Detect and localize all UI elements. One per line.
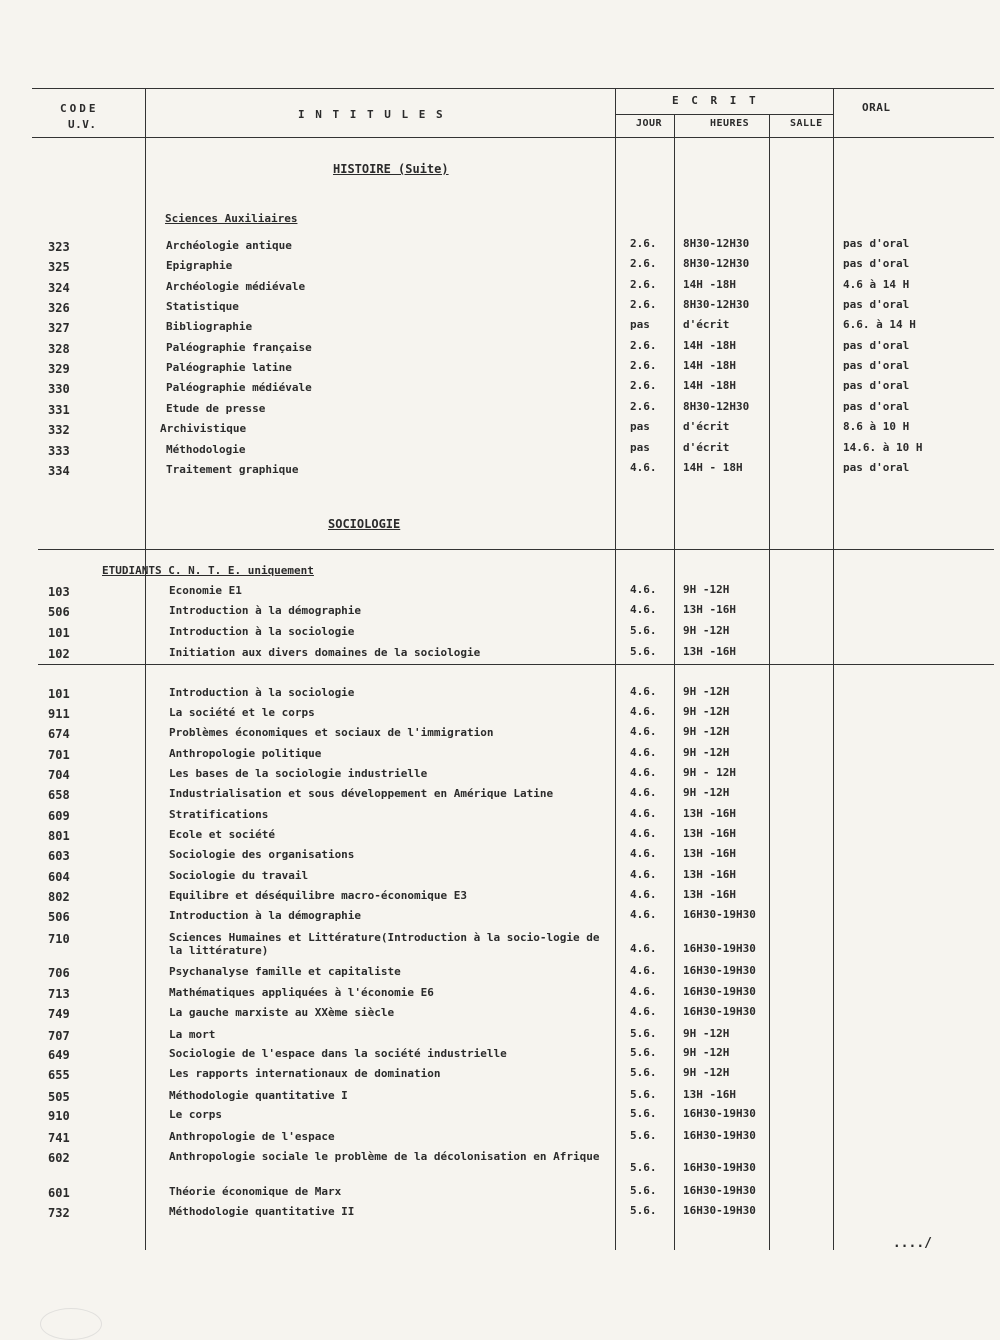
row-heures: 9H -12H [683, 705, 730, 718]
row-heures: 8H30-12H30 [683, 298, 750, 311]
row-title: La société et le corps [169, 706, 315, 719]
row-heures: 13H -16H [683, 888, 736, 901]
row-code: 749 [48, 1007, 70, 1021]
col-rule-salle [833, 88, 834, 1250]
row-title: Les rapports internationaux de domination [169, 1067, 441, 1080]
stamp-mark [40, 1308, 102, 1340]
row-code: 701 [48, 748, 70, 762]
row-code: 328 [48, 342, 70, 356]
row-title: Introduction à la démographie [169, 604, 362, 617]
row-heures: 13H -16H [683, 807, 736, 820]
row-heures: 16H30-19H30 [683, 964, 756, 977]
row-code: 102 [48, 647, 70, 661]
row-heures: 16H30-19H30 [683, 1204, 756, 1217]
row-oral: pas d'oral [843, 298, 910, 311]
row-title: Sociologie des organisations [169, 848, 355, 861]
row-heures: d'écrit [683, 441, 730, 454]
row-title: La gauche marxiste au XXème siècle [169, 1006, 395, 1019]
row-heures: 13H -16H [683, 827, 736, 840]
row-code: 649 [48, 1048, 70, 1062]
row-jour: 4.6. [630, 461, 657, 474]
row-code: 911 [48, 707, 70, 721]
row-title: Introduction à la sociologie [169, 686, 355, 699]
row-code: 333 [48, 444, 70, 458]
row-code: 103 [48, 585, 70, 599]
row-oral: 8.6 à 10 H [843, 420, 910, 433]
header-ecrit: E C R I T [672, 94, 759, 107]
row-title: Mathématiques appliquées à l'économie E6 [169, 986, 434, 999]
row-jour: 2.6. [630, 237, 657, 250]
row-title: Méthodologie [166, 443, 246, 456]
row-code: 506 [48, 605, 70, 619]
row-jour: 4.6. [630, 1005, 657, 1018]
ecrit-sub-rule [615, 114, 833, 115]
row-jour: 2.6. [630, 278, 657, 291]
row-heures: d'écrit [683, 420, 730, 433]
row-code: 658 [48, 788, 70, 802]
row-code: 324 [48, 281, 70, 295]
row-title: Sociologie de l'espace dans la société industrielle [169, 1047, 507, 1060]
row-heures: 9H -12H [683, 624, 730, 637]
row-oral: pas d'oral [843, 359, 910, 372]
row-title: Economie E1 [169, 584, 242, 597]
header-code: CODE [60, 102, 99, 115]
row-heures: 16H30-19H30 [683, 908, 756, 921]
cnte-end-rule [38, 664, 994, 665]
row-heures: 14H -18H [683, 359, 736, 372]
row-jour: 5.6. [630, 1204, 657, 1217]
row-heures: d'écrit [683, 318, 730, 331]
header-uv: U.V. [68, 118, 97, 131]
row-heures: 9H -12H [683, 685, 730, 698]
col-rule-heures [769, 114, 770, 1250]
row-heures: 16H30-19H30 [683, 1107, 756, 1120]
header-jour: JOUR [636, 118, 663, 129]
row-heures: 13H -16H [683, 645, 736, 658]
row-heures: 13H -16H [683, 603, 736, 616]
row-title: Industrialisation et sous développement en Amérique Latine [169, 787, 554, 800]
row-jour: 4.6. [630, 685, 657, 698]
row-heures: 13H -16H [683, 847, 736, 860]
row-jour: 5.6. [630, 1107, 657, 1120]
row-title: Traitement graphique [166, 463, 299, 476]
row-heures: 9H -12H [683, 1046, 730, 1059]
row-jour: 4.6. [630, 603, 657, 616]
row-code: 704 [48, 768, 70, 782]
row-title: Anthropologie sociale le problème de la décolonisation en Afrique [169, 1150, 600, 1163]
row-oral: pas d'oral [843, 339, 910, 352]
row-heures: 8H30-12H30 [683, 257, 750, 270]
row-title: Initiation aux divers domaines de la sociologie [169, 646, 481, 659]
row-code: 655 [48, 1068, 70, 1082]
row-title: Introduction à la sociologie [169, 625, 355, 638]
row-title: Problèmes économiques et sociaux de l'immigration [169, 726, 494, 739]
row-title: Epigraphie [166, 259, 233, 272]
row-title: La mort [169, 1028, 216, 1041]
row-title: Le corps [169, 1108, 222, 1121]
row-oral: pas d'oral [843, 257, 910, 270]
row-heures: 16H30-19H30 [683, 942, 756, 955]
row-jour: 2.6. [630, 298, 657, 311]
row-jour: 4.6. [630, 964, 657, 977]
row-jour: 5.6. [630, 1027, 657, 1040]
row-heures: 16H30-19H30 [683, 1129, 756, 1142]
row-code: 801 [48, 829, 70, 843]
row-title: Paléographie médiévale [166, 381, 312, 394]
row-jour: 4.6. [630, 942, 657, 955]
sciences-auxiliaires-heading: Sciences Auxiliaires [165, 212, 298, 225]
sociologie-heading: SOCIOLOGIE [328, 517, 401, 531]
header-salle: SALLE [790, 118, 823, 129]
row-code: 604 [48, 870, 70, 884]
row-title: Stratifications [169, 808, 269, 821]
row-title: Psychanalyse famille et capitaliste [169, 965, 401, 978]
row-title: Anthropologie de l'espace [169, 1130, 335, 1143]
row-heures: 14H -18H [683, 278, 736, 291]
row-oral: 14.6. à 10 H [843, 441, 923, 454]
row-title: Théorie économique de Marx [169, 1185, 342, 1198]
row-jour: 2.6. [630, 339, 657, 352]
row-title: Sciences Humaines et Littérature(Introduction à la socio-logie de la littérature) [169, 931, 600, 957]
row-jour: 5.6. [630, 1161, 657, 1174]
histoire-heading: HISTOIRE (Suite) [333, 162, 449, 176]
row-heures: 9H -12H [683, 1027, 730, 1040]
row-jour: 4.6. [630, 908, 657, 921]
row-title: Introduction à la démographie [169, 909, 362, 922]
row-title: Ecole et société [169, 828, 275, 841]
row-code: 732 [48, 1206, 70, 1220]
row-jour: 5.6. [630, 1046, 657, 1059]
row-code: 329 [48, 362, 70, 376]
cnte-heading: ETUDIANTS C. N. T. E. uniquement [102, 564, 314, 577]
sociologie-rule [38, 549, 994, 550]
row-heures: 14H -18H [683, 379, 736, 392]
row-title: Archéologie médiévale [166, 280, 306, 293]
table-top-rule [32, 88, 994, 89]
row-heures: 16H30-19H30 [683, 1184, 756, 1197]
row-title: Bibliographie [166, 320, 253, 333]
row-title: Statistique [166, 300, 239, 313]
header-bottom-rule [32, 137, 994, 138]
row-jour: 2.6. [630, 400, 657, 413]
row-oral: pas d'oral [843, 237, 910, 250]
row-code: 326 [48, 301, 70, 315]
row-jour: pas [630, 420, 650, 433]
row-code: 802 [48, 890, 70, 904]
row-jour: 4.6. [630, 725, 657, 738]
row-code: 331 [48, 403, 70, 417]
row-jour: 5.6. [630, 624, 657, 637]
row-heures: 8H30-12H30 [683, 237, 750, 250]
row-jour: 5.6. [630, 1088, 657, 1101]
row-title: Anthropologie politique [169, 747, 322, 760]
row-heures: 9H -12H [683, 746, 730, 759]
col-rule-code [145, 88, 146, 1250]
row-heures: 9H -12H [683, 583, 730, 596]
continuation-mark: ..../ [892, 1236, 932, 1251]
row-title: Méthodologie quantitative II [169, 1205, 355, 1218]
header-heures: HEURES [710, 118, 750, 129]
row-title: Paléographie française [166, 341, 312, 354]
row-code: 674 [48, 727, 70, 741]
row-oral: 6.6. à 14 H [843, 318, 916, 331]
col-rule-jour [674, 114, 675, 1250]
row-jour: 5.6. [630, 1066, 657, 1079]
header-intitules: I N T I T U L E S [298, 108, 445, 121]
row-code: 332 [48, 423, 70, 437]
row-code: 741 [48, 1131, 70, 1145]
row-code: 323 [48, 240, 70, 254]
row-title: Méthodologie quantitative I [169, 1089, 348, 1102]
header-oral: ORAL [862, 101, 891, 114]
row-code: 710 [48, 932, 70, 946]
row-heures: 16H30-19H30 [683, 1161, 756, 1174]
row-code: 101 [48, 687, 70, 701]
row-jour: 2.6. [630, 257, 657, 270]
row-code: 325 [48, 260, 70, 274]
row-jour: 5.6. [630, 1184, 657, 1197]
row-oral: pas d'oral [843, 379, 910, 392]
row-jour: 5.6. [630, 1129, 657, 1142]
row-jour: 4.6. [630, 847, 657, 860]
row-heures: 13H -16H [683, 868, 736, 881]
row-code: 101 [48, 626, 70, 640]
row-heures: 9H - 12H [683, 766, 736, 779]
row-code: 706 [48, 966, 70, 980]
row-code: 601 [48, 1186, 70, 1200]
row-jour: 4.6. [630, 766, 657, 779]
row-code: 603 [48, 849, 70, 863]
row-title: Etude de presse [166, 402, 266, 415]
row-jour: pas [630, 441, 650, 454]
row-title: Sociologie du travail [169, 869, 309, 882]
row-heures: 14H - 18H [683, 461, 743, 474]
row-title: Equilibre et déséquilibre macro-économique E3 [169, 889, 468, 902]
row-code: 707 [48, 1029, 70, 1043]
row-code: 330 [48, 382, 70, 396]
row-heures: 16H30-19H30 [683, 985, 756, 998]
row-oral: pas d'oral [843, 400, 910, 413]
row-code: 609 [48, 809, 70, 823]
row-jour: 4.6. [630, 868, 657, 881]
row-heures: 9H -12H [683, 725, 730, 738]
row-code: 910 [48, 1109, 70, 1123]
row-title: Archivistique [160, 422, 247, 435]
row-code: 506 [48, 910, 70, 924]
row-jour: 4.6. [630, 705, 657, 718]
row-jour: 4.6. [630, 888, 657, 901]
row-title: Les bases de la sociologie industrielle [169, 767, 428, 780]
row-heures: 9H -12H [683, 786, 730, 799]
row-title: Archéologie antique [166, 239, 292, 252]
row-code: 327 [48, 321, 70, 335]
row-oral: 4.6 à 14 H [843, 278, 910, 291]
row-heures: 14H -18H [683, 339, 736, 352]
row-heures: 8H30-12H30 [683, 400, 750, 413]
row-jour: 4.6. [630, 827, 657, 840]
row-code: 713 [48, 987, 70, 1001]
row-jour: 2.6. [630, 359, 657, 372]
row-heures: 16H30-19H30 [683, 1005, 756, 1018]
row-code: 602 [48, 1151, 70, 1165]
row-jour: 4.6. [630, 583, 657, 596]
row-jour: pas [630, 318, 650, 331]
row-jour: 5.6. [630, 645, 657, 658]
row-code: 505 [48, 1090, 70, 1104]
row-jour: 4.6. [630, 807, 657, 820]
row-heures: 9H -12H [683, 1066, 730, 1079]
row-jour: 2.6. [630, 379, 657, 392]
row-oral: pas d'oral [843, 461, 910, 474]
row-jour: 4.6. [630, 786, 657, 799]
row-heures: 13H -16H [683, 1088, 736, 1101]
row-jour: 4.6. [630, 746, 657, 759]
row-code: 334 [48, 464, 70, 478]
row-jour: 4.6. [630, 985, 657, 998]
col-rule-titles [615, 88, 616, 1250]
row-title: Paléographie latine [166, 361, 292, 374]
